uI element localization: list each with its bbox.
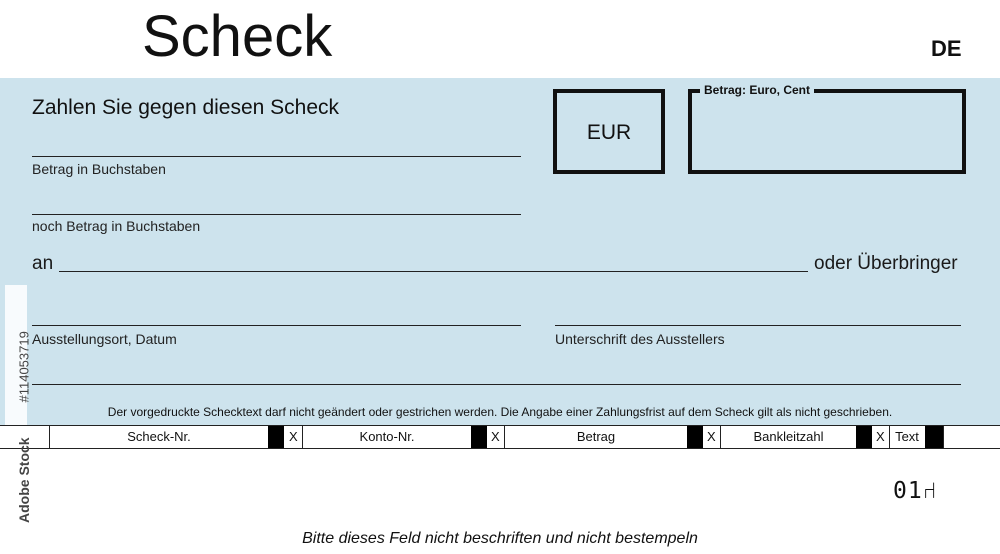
amount-words-cont-label: noch Betrag in Buchstaben [32, 218, 201, 234]
extra-line [32, 384, 961, 385]
amount-words-line[interactable] [32, 156, 521, 157]
signature-line[interactable] [555, 325, 961, 326]
codeline-x-mark: X [707, 429, 716, 444]
currency-box [553, 89, 665, 174]
codeline-marker [925, 426, 943, 448]
check-title: Scheck [142, 4, 333, 69]
codeline-marker [856, 426, 872, 448]
footer-note: Bitte dieses Feld nicht beschriften und nicht bestempeln [302, 530, 698, 547]
codeline-marker [268, 426, 284, 448]
codeline-field-amount: Betrag [576, 429, 616, 444]
pay-instruction: Zahlen Sie gegen diesen Scheck [32, 96, 340, 119]
codeline-marker [687, 426, 703, 448]
codeline-field-account-number: Konto-Nr. [359, 429, 415, 444]
payee-suffix: oder Überbringer [814, 253, 958, 274]
watermark-brand: Adobe Stock [16, 437, 32, 523]
amount-box-label: Betrag: Euro, Cent [700, 83, 814, 97]
codeline-x-mark: X [876, 429, 885, 444]
codeline-field-check-number: Scheck-Nr. [127, 429, 191, 444]
watermark-id: #114053719 [16, 331, 32, 403]
signature-label: Unterschrift des Ausstellers [555, 331, 725, 347]
codeline-divider [943, 426, 944, 448]
codeline-marker [471, 426, 487, 448]
currency-label: EUR [586, 121, 632, 144]
codeline-x-mark: X [289, 429, 298, 444]
serial-number: 01⑁ [893, 478, 938, 504]
amount-words-label: Betrag in Buchstaben [32, 161, 166, 177]
amount-box[interactable] [688, 89, 966, 174]
codeline-x-mark: X [491, 429, 500, 444]
payee-prefix: an [32, 253, 54, 274]
amount-words-cont-line[interactable] [32, 214, 521, 215]
payee-line[interactable] [59, 271, 808, 272]
codeline-field-bank-code: Bankleitzahl [753, 429, 824, 444]
codeline-field-text: Text [895, 429, 919, 444]
place-date-line[interactable] [32, 325, 521, 326]
legal-notice: Der vorgedruckte Schecktext darf nicht geändert oder gestrichen werden. Die Angabe einer Zahlungsfrist auf dem Scheck gilt als nicht geschrieben. [107, 405, 893, 419]
country-code: DE [931, 36, 962, 61]
codeline [0, 425, 1000, 449]
place-date-label: Ausstellungsort, Datum [32, 331, 177, 347]
